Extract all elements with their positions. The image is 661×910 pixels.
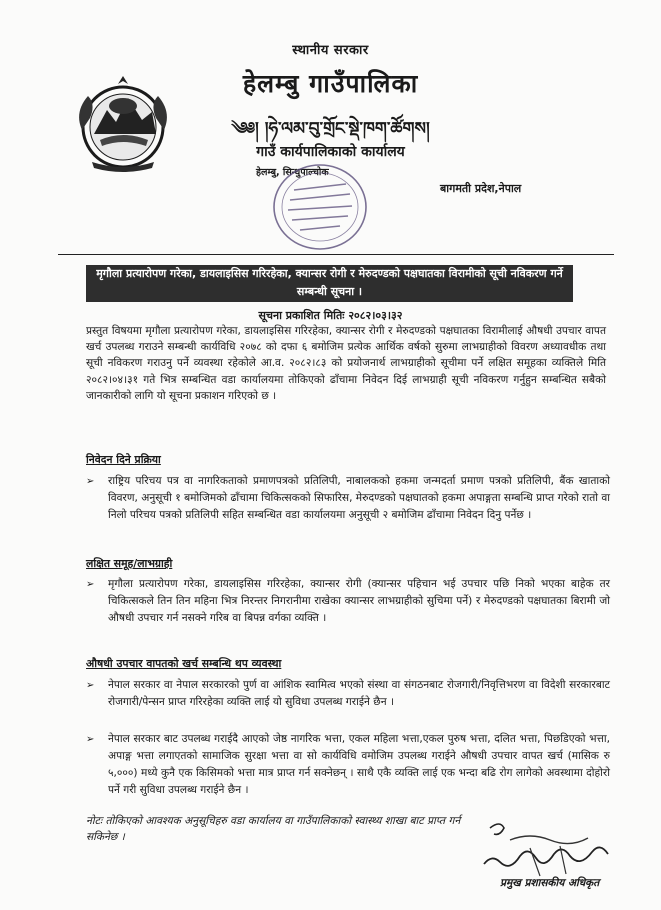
list-item — [86, 677, 610, 711]
header-divider — [58, 254, 614, 255]
list-item-text: नेपाल सरकार वा नेपाल सरकारको पुर्ण वा आंशिक स्वामित्व भएको संस्था वा संगठनबाट रोजगारी/निवृत्तिभरण वा विदेशी सरकारबाट रोजगारी/पेन्सन प्राप्त गरिरहेका व्यक्ति लाई यो सुविधा उपलब्ध गराईने छैन । — [108, 679, 610, 708]
note-text: नोटः तोकिएको आवश्यक अनुसूचिहरु वडा कार्यालय वा गाउँपालिकाको स्वास्थ्य शाखा बाट प्राप्त गर्न सकिनेछ । — [86, 815, 461, 843]
office-title: गाउँ कार्यपालिकाको कार्यालय — [256, 144, 405, 160]
office-place: हेलम्बु, सिन्धुपाल्चोक — [256, 167, 329, 178]
office-stamp — [270, 160, 370, 255]
list-item-text: नेपाल सरकार बाट उपलब्ध गराईदै आएको जेष्ठ नागरिक भत्ता, एकल महिला भत्ता,एकल पुरुष भत्ता, दलित भत्ता, पिछडिएको भत्ता, अपाङ्ग भत्ता लगाएतको सामाजिक सुरक्षा भत्ता वा सो कार्यविधि वमोजिम उपलब्ध गराईने औषधी उपचार वापत खर्च (मासिक रु ५,०००) मध्ये कुनै एक किसिमको भत्ता मात्र प्राप्त गर्न सक्नेछन् । साथै एकै व्यक्ति लाई एक भन्दा बढि रोग लागेको अवस्थामा दोहोरो पर्ने गरी सुविधा उपलब्ध गराईने छैन । — [108, 733, 610, 796]
list-item — [86, 473, 610, 524]
list-item-text: मृगौला प्रत्यारोपण गरेका, डायलाइसिस गरिरहेका, क्यान्सर रोगी (क्यान्सर पहिचान भई उपचार पछि निको भएका बाहेक तर चिकित्सकले तिन तिन महिना भित्र निरन्तर निगरानीमा राखेका क्यान्सर लाभग्राहीको सुचिमा पर्ने) र मेरुदण्डको पक्षघातका बिरामी जो औषधी उपचार गर्न नसक्ने गरिब वा बिपन्न वर्गका व्यक्ति । — [108, 578, 610, 624]
list-item-text: राष्ट्रिय परिचय पत्र वा नागरिकताको प्रमाणपत्रको प्रतिलिपी, नाबालकको हकमा जन्मदर्ता प्रमाण पत्रको प्रतिलिपी, बैंक खाताको विवरण, अनुसूची १ बमोजिमको ढाँचामा चिकित्सकको सिफारिस, मेरुदण्डको पक्षघातको हकमा अपाङ्गता सम्बन्धि प्राप्त गरेको रातो वा निलो परिचय पत्रको प्रतिलिपी सहित सम्बन्धित वडा कार्यालयमा अनुसूची २ बमोजिम ढाँचामा निवेदन दिनु पर्नेछ । — [108, 475, 610, 521]
province-label: बागमती प्रदेश,नेपाल — [440, 182, 522, 195]
government-label: स्थानीय सरकार — [292, 43, 369, 58]
intro-paragraph: प्रस्तुत विषयमा मृगौला प्रत्यारोपण गरेका, डायलाइसिस गरिरहेका, क्यान्सर रोगी र मेरुदण्डको पक्षघातका विरामीलाई औषधी उपचार वापत खर्च उपलब्ध गराउने सम्बन्धी कार्यविधि २०७८ को दफा ६ बमोजिम प्रत्येक आर्थिक वर्षको सुरुमा लाभग्राहीको विवरण अध्यावधीक तथा सूची नविकरण गराउनु पर्ने व्यवस्था रहेकोले आ.व. २०८२।८३ को प्रयोजनार्थ लाभग्राहीको सूचीमा पर्ने लक्षित समूहका व्यक्तिले मिति २०८२।०४।३१ गते भित्र सम्बन्धित वडा कार्यालयमा तोकिएको ढाँचामा निवेदन दिई लाभग्राही सूची नविकरण गर्नुहुन सम्बन्धित सबैको जानकारीको लागि यो सूचना प्रकाशन गरिएको छ । — [86, 325, 606, 402]
arrow-bullet-icon: ➢ — [86, 476, 95, 487]
section-heading-target-group: लक्षित समूह/लाभग्राही — [86, 557, 173, 570]
signature — [470, 818, 620, 882]
arrow-bullet-icon: ➢ — [86, 734, 95, 745]
municipality-title: हेलम्बु गाउँपालिका — [242, 69, 419, 98]
arrow-bullet-icon: ➢ — [86, 680, 95, 691]
published-date: सूचना प्रकाशित मितिः २०८२।०३।३२ — [258, 309, 403, 322]
signatory-title: प्रमुख प्रशासकीय अधिकृत — [500, 877, 600, 889]
arrow-bullet-icon: ➢ — [86, 579, 95, 590]
list-item — [86, 576, 610, 627]
municipality-title-tibetan: ༄༅། །ཧེ་ལམ་བུ་གྲོང་སྡེ་ཁག་ཚོགས། — [231, 119, 430, 139]
section-heading-additional-provisions: औषधी उपचार वापतको खर्च सम्बन्धि थप व्यवस्था — [86, 657, 282, 670]
section-heading-application-process: निवेदन दिने प्रक्रिया — [86, 453, 161, 466]
notice-subject: मृगौला प्रत्यारोपण गरेका, डायलाइसिस गरिरहेका, क्यान्सर रोगी र मेरुदण्डको पक्षघातका विरामीको सूची नविकरण गर्ने सम्बन्धी सूचना । — [86, 265, 573, 302]
list-item — [86, 731, 610, 799]
